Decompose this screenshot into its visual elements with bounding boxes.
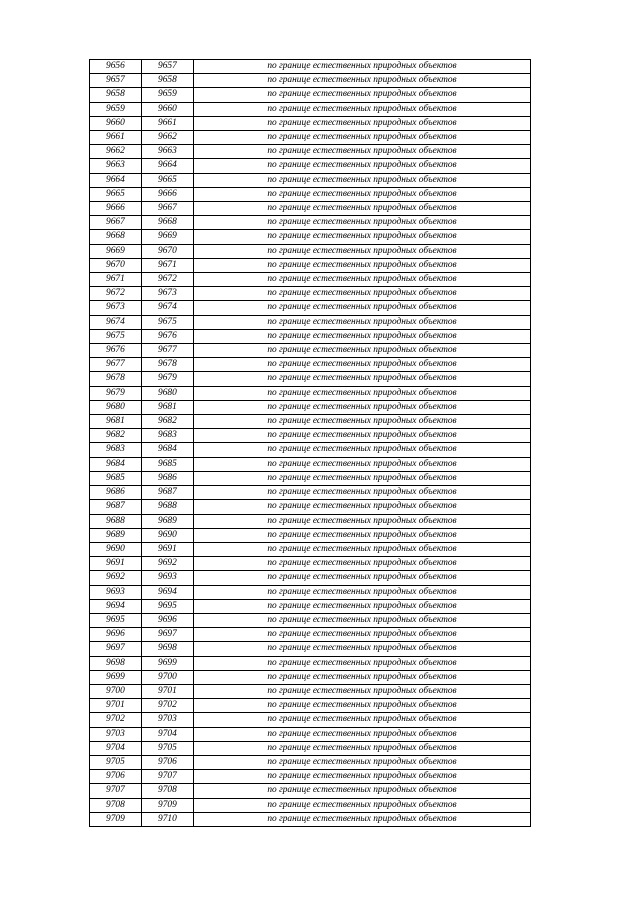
point-from-cell: 9696 bbox=[90, 628, 142, 642]
point-from-cell: 9673 bbox=[90, 301, 142, 315]
point-to-cell: 9701 bbox=[142, 684, 194, 698]
boundary-description-cell: по границе естественных природных объектов bbox=[194, 344, 531, 358]
point-to-cell: 9659 bbox=[142, 88, 194, 102]
point-to-cell: 9697 bbox=[142, 628, 194, 642]
boundary-description-cell: по границе естественных природных объектов bbox=[194, 329, 531, 343]
table-row bbox=[90, 670, 531, 684]
point-to-cell: 9682 bbox=[142, 415, 194, 429]
point-to-cell: 9669 bbox=[142, 230, 194, 244]
table-row bbox=[90, 656, 531, 670]
boundary-description-cell: по границе естественных природных объектов bbox=[194, 60, 531, 74]
point-to-cell: 9704 bbox=[142, 727, 194, 741]
table-row bbox=[90, 798, 531, 812]
point-to-cell: 9683 bbox=[142, 429, 194, 443]
point-to-cell: 9678 bbox=[142, 358, 194, 372]
table-row bbox=[90, 202, 531, 216]
point-to-cell: 9673 bbox=[142, 287, 194, 301]
boundary-description-cell: по границе естественных природных объектов bbox=[194, 557, 531, 571]
boundary-description-cell: по границе естественных природных объектов bbox=[194, 755, 531, 769]
boundary-description-cell: по границе естественных природных объектов bbox=[194, 429, 531, 443]
point-to-cell: 9686 bbox=[142, 471, 194, 485]
boundary-description-cell: по границе естественных природных объектов bbox=[194, 713, 531, 727]
boundary-description-cell: по границе естественных природных объектов bbox=[194, 244, 531, 258]
table-row bbox=[90, 145, 531, 159]
table-body bbox=[90, 60, 531, 827]
point-from-cell: 9704 bbox=[90, 741, 142, 755]
boundary-description-cell: по границе естественных природных объектов bbox=[194, 216, 531, 230]
point-to-cell: 9688 bbox=[142, 500, 194, 514]
point-from-cell: 9658 bbox=[90, 88, 142, 102]
table-row bbox=[90, 699, 531, 713]
point-from-cell: 9678 bbox=[90, 372, 142, 386]
boundary-description-cell: по границе естественных природных объектов bbox=[194, 116, 531, 130]
boundary-description-cell: по границе естественных природных объектов bbox=[194, 187, 531, 201]
table-row bbox=[90, 500, 531, 514]
point-from-cell: 9671 bbox=[90, 273, 142, 287]
table-row bbox=[90, 741, 531, 755]
table-row bbox=[90, 216, 531, 230]
point-to-cell: 9689 bbox=[142, 514, 194, 528]
boundary-description-cell: по границе естественных природных объектов bbox=[194, 386, 531, 400]
boundary-description-cell: по границе естественных природных объектов bbox=[194, 528, 531, 542]
boundary-description-cell: по границе естественных природных объектов bbox=[194, 88, 531, 102]
boundary-description-cell: по границе естественных природных объектов bbox=[194, 372, 531, 386]
table-row bbox=[90, 173, 531, 187]
boundary-description-cell: по границе естественных природных объектов bbox=[194, 471, 531, 485]
table-row bbox=[90, 74, 531, 88]
boundary-description-cell: по границе естественных природных объектов bbox=[194, 230, 531, 244]
point-from-cell: 9680 bbox=[90, 400, 142, 414]
point-from-cell: 9709 bbox=[90, 812, 142, 826]
boundary-description-cell: по границе естественных природных объектов bbox=[194, 798, 531, 812]
boundary-description-cell: по границе естественных природных объектов bbox=[194, 727, 531, 741]
point-to-cell: 9690 bbox=[142, 528, 194, 542]
point-to-cell: 9657 bbox=[142, 60, 194, 74]
point-to-cell: 9709 bbox=[142, 798, 194, 812]
point-from-cell: 9689 bbox=[90, 528, 142, 542]
table-row bbox=[90, 230, 531, 244]
point-from-cell: 9668 bbox=[90, 230, 142, 244]
point-from-cell: 9681 bbox=[90, 415, 142, 429]
boundary-description-cell: по границе естественных природных объектов bbox=[194, 258, 531, 272]
table-row bbox=[90, 358, 531, 372]
point-from-cell: 9657 bbox=[90, 74, 142, 88]
point-from-cell: 9708 bbox=[90, 798, 142, 812]
point-to-cell: 9661 bbox=[142, 116, 194, 130]
table-row bbox=[90, 585, 531, 599]
point-to-cell: 9680 bbox=[142, 386, 194, 400]
table-row bbox=[90, 329, 531, 343]
table-row bbox=[90, 88, 531, 102]
table-row bbox=[90, 386, 531, 400]
table-row bbox=[90, 599, 531, 613]
boundary-description-cell: по границе естественных природных объектов bbox=[194, 131, 531, 145]
table-row bbox=[90, 571, 531, 585]
point-to-cell: 9691 bbox=[142, 542, 194, 556]
point-to-cell: 9702 bbox=[142, 699, 194, 713]
table-row bbox=[90, 344, 531, 358]
boundary-description-cell: по границе естественных природных объектов bbox=[194, 514, 531, 528]
boundary-description-cell: по границе естественных природных объектов bbox=[194, 173, 531, 187]
point-to-cell: 9706 bbox=[142, 755, 194, 769]
point-from-cell: 9692 bbox=[90, 571, 142, 585]
table-row bbox=[90, 613, 531, 627]
point-from-cell: 9697 bbox=[90, 642, 142, 656]
point-from-cell: 9679 bbox=[90, 386, 142, 400]
point-from-cell: 9701 bbox=[90, 699, 142, 713]
boundary-description-cell: по границе естественных природных объектов bbox=[194, 613, 531, 627]
point-to-cell: 9708 bbox=[142, 784, 194, 798]
point-from-cell: 9705 bbox=[90, 755, 142, 769]
point-from-cell: 9687 bbox=[90, 500, 142, 514]
point-from-cell: 9683 bbox=[90, 443, 142, 457]
point-to-cell: 9703 bbox=[142, 713, 194, 727]
point-from-cell: 9664 bbox=[90, 173, 142, 187]
boundary-description-cell: по границе естественных природных объектов bbox=[194, 585, 531, 599]
boundary-description-cell: по границе естественных природных объектов bbox=[194, 542, 531, 556]
point-from-cell: 9702 bbox=[90, 713, 142, 727]
point-to-cell: 9694 bbox=[142, 585, 194, 599]
point-from-cell: 9695 bbox=[90, 613, 142, 627]
point-to-cell: 9667 bbox=[142, 202, 194, 216]
table-row bbox=[90, 131, 531, 145]
boundary-description-cell: по границе естественных природных объектов bbox=[194, 443, 531, 457]
table-row bbox=[90, 429, 531, 443]
boundary-description-cell: по границе естественных природных объектов bbox=[194, 571, 531, 585]
table-row bbox=[90, 116, 531, 130]
table-row bbox=[90, 187, 531, 201]
boundary-description-cell: по границе естественных природных объектов bbox=[194, 812, 531, 826]
boundary-description-cell: по границе естественных природных объектов bbox=[194, 273, 531, 287]
point-from-cell: 9698 bbox=[90, 656, 142, 670]
point-from-cell: 9707 bbox=[90, 784, 142, 798]
point-to-cell: 9664 bbox=[142, 159, 194, 173]
table-row bbox=[90, 628, 531, 642]
table-row bbox=[90, 471, 531, 485]
point-from-cell: 9662 bbox=[90, 145, 142, 159]
point-from-cell: 9672 bbox=[90, 287, 142, 301]
boundary-description-cell: по границе естественных природных объектов bbox=[194, 159, 531, 173]
table-row bbox=[90, 684, 531, 698]
point-to-cell: 9660 bbox=[142, 102, 194, 116]
point-to-cell: 9693 bbox=[142, 571, 194, 585]
point-to-cell: 9707 bbox=[142, 770, 194, 784]
point-from-cell: 9677 bbox=[90, 358, 142, 372]
point-from-cell: 9670 bbox=[90, 258, 142, 272]
table-row bbox=[90, 102, 531, 116]
point-from-cell: 9663 bbox=[90, 159, 142, 173]
point-to-cell: 9685 bbox=[142, 457, 194, 471]
point-from-cell: 9665 bbox=[90, 187, 142, 201]
table-row bbox=[90, 301, 531, 315]
point-from-cell: 9699 bbox=[90, 670, 142, 684]
boundary-description-cell: по границе естественных природных объектов bbox=[194, 358, 531, 372]
table-row bbox=[90, 443, 531, 457]
point-from-cell: 9667 bbox=[90, 216, 142, 230]
boundary-description-cell: по границе естественных природных объектов bbox=[194, 642, 531, 656]
boundary-description-cell: по границе естественных природных объектов bbox=[194, 670, 531, 684]
boundary-description-cell: по границе естественных природных объектов bbox=[194, 202, 531, 216]
boundary-description-cell: по границе естественных природных объектов bbox=[194, 301, 531, 315]
point-from-cell: 9669 bbox=[90, 244, 142, 258]
point-from-cell: 9690 bbox=[90, 542, 142, 556]
point-from-cell: 9674 bbox=[90, 315, 142, 329]
point-to-cell: 9696 bbox=[142, 613, 194, 627]
point-to-cell: 9676 bbox=[142, 329, 194, 343]
table-row bbox=[90, 812, 531, 826]
point-from-cell: 9686 bbox=[90, 486, 142, 500]
boundary-description-cell: по границе естественных природных объектов bbox=[194, 628, 531, 642]
boundary-description-cell: по границе естественных природных объектов bbox=[194, 457, 531, 471]
table-row bbox=[90, 457, 531, 471]
point-to-cell: 9671 bbox=[142, 258, 194, 272]
table-row bbox=[90, 514, 531, 528]
table-row bbox=[90, 258, 531, 272]
point-to-cell: 9692 bbox=[142, 557, 194, 571]
boundary-description-cell: по границе естественных природных объектов bbox=[194, 74, 531, 88]
point-from-cell: 9666 bbox=[90, 202, 142, 216]
table-row bbox=[90, 755, 531, 769]
boundary-description-cell: по границе естественных природных объектов bbox=[194, 415, 531, 429]
point-to-cell: 9670 bbox=[142, 244, 194, 258]
point-to-cell: 9681 bbox=[142, 400, 194, 414]
point-to-cell: 9672 bbox=[142, 273, 194, 287]
table-row bbox=[90, 273, 531, 287]
point-to-cell: 9658 bbox=[142, 74, 194, 88]
boundary-description-cell: по границе естественных природных объектов bbox=[194, 656, 531, 670]
point-to-cell: 9666 bbox=[142, 187, 194, 201]
point-from-cell: 9700 bbox=[90, 684, 142, 698]
point-to-cell: 9705 bbox=[142, 741, 194, 755]
point-from-cell: 9676 bbox=[90, 344, 142, 358]
boundary-description-cell: по границе естественных природных объектов bbox=[194, 145, 531, 159]
table-row bbox=[90, 372, 531, 386]
point-to-cell: 9698 bbox=[142, 642, 194, 656]
point-to-cell: 9663 bbox=[142, 145, 194, 159]
point-to-cell: 9665 bbox=[142, 173, 194, 187]
point-to-cell: 9662 bbox=[142, 131, 194, 145]
table-row bbox=[90, 60, 531, 74]
table-row bbox=[90, 713, 531, 727]
boundary-description-cell: по границе естественных природных объектов bbox=[194, 784, 531, 798]
boundary-description-cell: по границе естественных природных объектов bbox=[194, 102, 531, 116]
boundary-description-cell: по границе естественных природных объектов bbox=[194, 684, 531, 698]
point-from-cell: 9675 bbox=[90, 329, 142, 343]
point-from-cell: 9659 bbox=[90, 102, 142, 116]
table-row bbox=[90, 642, 531, 656]
boundary-description-cell: по границе естественных природных объектов bbox=[194, 599, 531, 613]
point-from-cell: 9684 bbox=[90, 457, 142, 471]
point-to-cell: 9668 bbox=[142, 216, 194, 230]
table-row bbox=[90, 415, 531, 429]
point-from-cell: 9706 bbox=[90, 770, 142, 784]
point-from-cell: 9660 bbox=[90, 116, 142, 130]
point-from-cell: 9693 bbox=[90, 585, 142, 599]
table-row bbox=[90, 727, 531, 741]
table-row bbox=[90, 784, 531, 798]
point-from-cell: 9691 bbox=[90, 557, 142, 571]
point-to-cell: 9684 bbox=[142, 443, 194, 457]
boundary-description-cell: по границе естественных природных объектов bbox=[194, 315, 531, 329]
point-to-cell: 9687 bbox=[142, 486, 194, 500]
table-row bbox=[90, 770, 531, 784]
boundary-points-table bbox=[89, 59, 531, 827]
point-from-cell: 9703 bbox=[90, 727, 142, 741]
boundary-description-cell: по границе естественных природных объектов bbox=[194, 287, 531, 301]
point-to-cell: 9674 bbox=[142, 301, 194, 315]
point-from-cell: 9694 bbox=[90, 599, 142, 613]
point-to-cell: 9710 bbox=[142, 812, 194, 826]
boundary-description-cell: по границе естественных природных объектов bbox=[194, 699, 531, 713]
point-to-cell: 9695 bbox=[142, 599, 194, 613]
point-from-cell: 9688 bbox=[90, 514, 142, 528]
point-to-cell: 9700 bbox=[142, 670, 194, 684]
boundary-description-cell: по границе естественных природных объектов bbox=[194, 741, 531, 755]
table-row bbox=[90, 244, 531, 258]
table-row bbox=[90, 315, 531, 329]
point-to-cell: 9699 bbox=[142, 656, 194, 670]
point-from-cell: 9685 bbox=[90, 471, 142, 485]
boundary-description-cell: по границе естественных природных объектов bbox=[194, 500, 531, 514]
point-from-cell: 9656 bbox=[90, 60, 142, 74]
boundary-description-cell: по границе естественных природных объектов bbox=[194, 400, 531, 414]
table-row bbox=[90, 542, 531, 556]
point-to-cell: 9675 bbox=[142, 315, 194, 329]
boundary-description-cell: по границе естественных природных объектов bbox=[194, 770, 531, 784]
point-from-cell: 9661 bbox=[90, 131, 142, 145]
table-row bbox=[90, 557, 531, 571]
table-row bbox=[90, 159, 531, 173]
table-row bbox=[90, 486, 531, 500]
boundary-description-cell: по границе естественных природных объектов bbox=[194, 486, 531, 500]
point-to-cell: 9677 bbox=[142, 344, 194, 358]
table-row bbox=[90, 287, 531, 301]
point-from-cell: 9682 bbox=[90, 429, 142, 443]
point-to-cell: 9679 bbox=[142, 372, 194, 386]
table-row bbox=[90, 528, 531, 542]
table-row bbox=[90, 400, 531, 414]
